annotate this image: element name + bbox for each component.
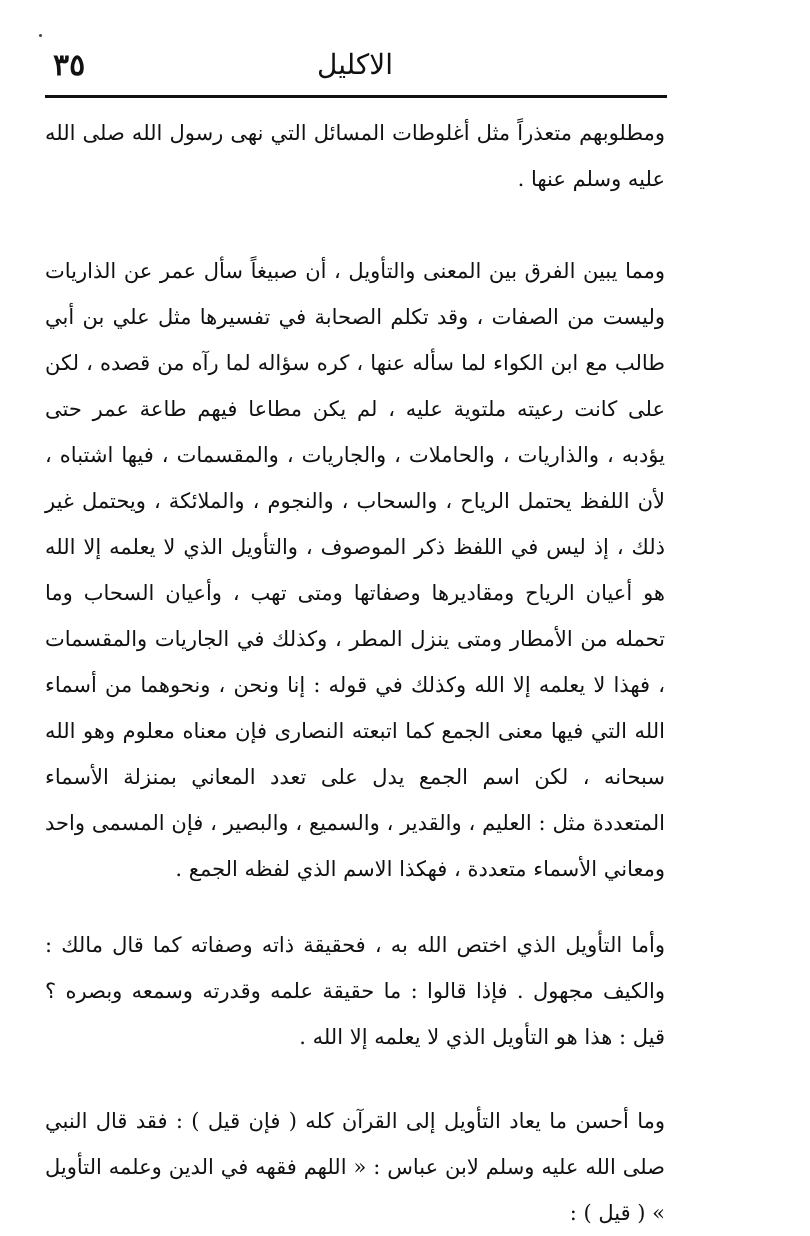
paragraph-3: وأما التأويل الذي اختص الله به ، فحقيقة ذاته وصفاته كما قال مالك : والكيف مجهول . فإذا قالوا : ما حقيقة علمه وقدرته وسمعه وبصره ؟ قيل : هذا هو التأويل الذي لا يعلمه إلا الله . [45, 933, 665, 1049]
paragraph-2: ومما يبين الفرق بين المعنى والتأويل ، أن صبيغاً سأل عمر عن الذاريات وليست من الصفات ، وقد تكلم الصحابة في تفسيرها مثل علي بن أبي طالب مع ابن الكواء لما سأله عنها ، كره سؤاله لما رآه من قصده ، لكن على كانت رعيته ملتوية عليه ، لم يكن مطاعا فيهم طاعة عمر حتى يؤدبه ، والذاريات ، والحاملات ، والجاريات ، والمقسمات ، فيها اشتباه ، لأن اللفظ يحتمل الرياح ، والسحاب ، والنجوم ، والملائكة ، ويحتمل غير ذلك ، إذ ليس في اللفظ ذكر الموصوف ، والتأويل الذي لا يعلمه إلا الله هو أعيان الرياح ومقاديرها وصفاتها ومتى تهب ، وأعيان السحاب وما تحمله من الأمطار ومتى ينزل المطر ، وكذلك في الجاريات والمقسمات ، فهذا لا يعلمه إلا الله وكذلك في قوله : إنا ونحن ، ونحوهما من أسماء الله التي فيها معنى الجمع كما اتبعته النصارى فإن معناه معلوم وهو الله سبحانه ، لكن اسم الجمع يدل على تعدد المعاني بمنزلة الأسماء المتعددة مثل : العليم ، والقدير ، والسميع ، والبصير ، فإن المسمى واحد ومعاني الأسماء متعددة ، فهكذا الاسم الذي لفظه الجمع . [45, 259, 665, 881]
paragraph-1: ومطلوبهم متعذراً مثل أغلوطات المسائل التي نهى رسول الله صلى الله عليه وسلم عنها . [45, 121, 665, 191]
page-speck [39, 34, 42, 37]
header-rule [45, 95, 667, 98]
running-title: الاكليل [316, 48, 393, 81]
page-number: ٣٥ [53, 48, 86, 83]
page-header [45, 40, 665, 95]
body-text [45, 110, 665, 1236]
paragraph-4: وما أحسن ما يعاد التأويل إلى القرآن كله ( فإن قيل ) : فقد قال النبي صلى الله عليه وسلم لابن عباس : « اللهم فقهه في الدين وعلمه التأويل » ( قيل ) : [45, 1109, 665, 1225]
